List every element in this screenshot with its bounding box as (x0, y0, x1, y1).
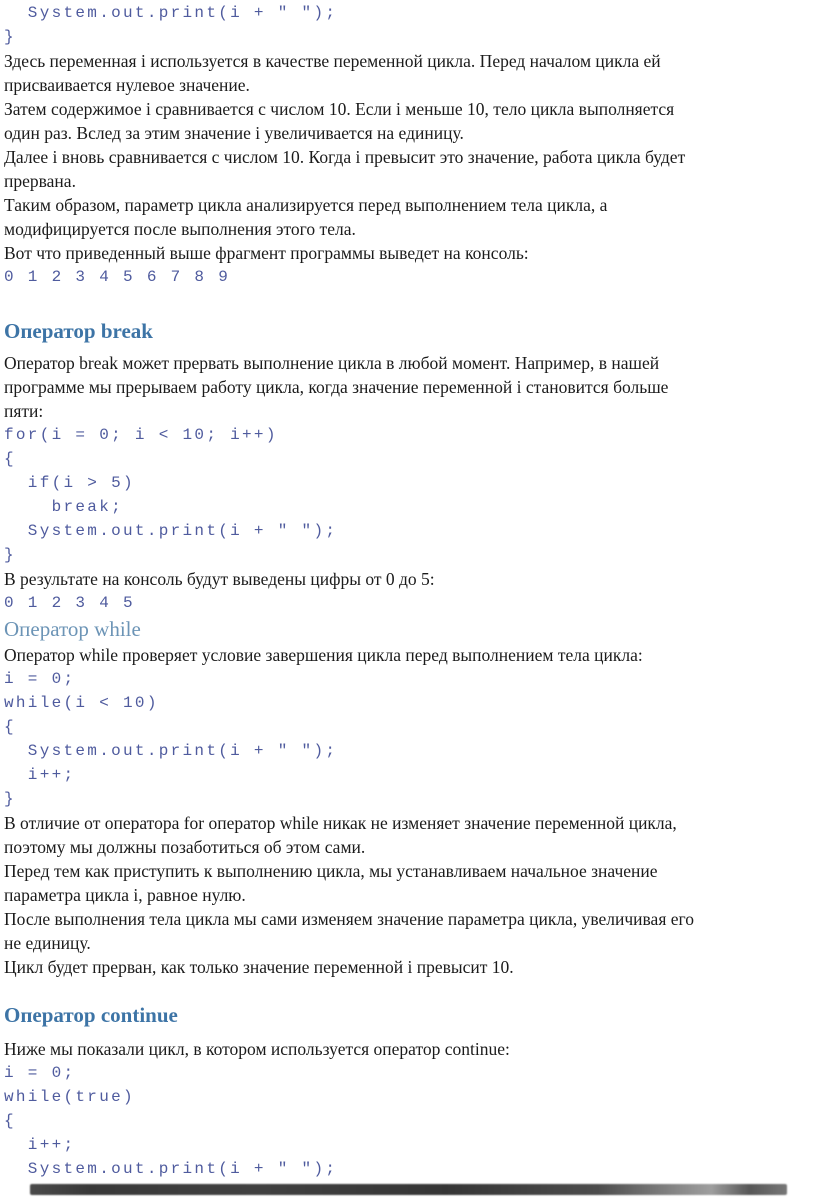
code-line: } (4, 546, 16, 564)
text-line: Перед тем как приступить к выполнению цикла, мы устанавливаем начальное значение (4, 861, 658, 881)
code-line: } (4, 790, 16, 808)
code-line: if(i > 5) (4, 474, 135, 492)
text-line: Далее i вновь сравнивается с числом 10. Когда i превысит это значение, работа цикла будет (4, 147, 686, 167)
code-block (4, 265, 812, 289)
text-line: пяти: (4, 401, 44, 421)
text-line: прервана. (4, 171, 76, 191)
code-block (4, 1061, 812, 1181)
paragraph (4, 1037, 812, 1061)
text-line: Оператор break может прервать выполнение цикла в любой момент. Например, в нашей (4, 353, 660, 373)
code-line: i++; (4, 1136, 76, 1154)
paragraph (4, 643, 812, 667)
paragraph (4, 811, 812, 979)
code-block (4, 591, 812, 615)
code-line: break; (4, 498, 124, 516)
paragraph (4, 567, 812, 591)
text-line: Таким образом, параметр цикла анализируется перед выполнением тела цикла, а (4, 195, 608, 215)
text-line: не единицу. (4, 933, 91, 953)
code-line: 0 1 2 3 4 5 6 7 8 9 (4, 268, 231, 286)
text-line: модифицируется после выполнения этого тела. (4, 219, 356, 239)
code-block (4, 1, 812, 49)
section-heading: Оператор while (4, 617, 141, 641)
code-line: System.out.print(i + " "); (4, 4, 338, 22)
code-block (4, 423, 812, 567)
text-line: Затем содержимое i сравнивается с числом 10. Если i меньше 10, тело цикла выполняется (4, 99, 675, 119)
code-line: i = 0; (4, 670, 76, 688)
text-line: параметра цикла i, равное нулю. (4, 885, 246, 905)
code-line: { (4, 1112, 16, 1130)
section-heading: Оператор continue (4, 1003, 178, 1027)
text-line: В отличие от оператора for оператор while никак не изменяет значение переменной цикла, (4, 813, 677, 833)
text-line: один раз. Вслед за этим значение i увеличивается на единицу. (4, 123, 464, 143)
text-line: программе мы прерываем работу цикла, когда значение переменной i становится больше (4, 377, 669, 397)
paragraph (4, 49, 812, 265)
code-line: { (4, 718, 16, 736)
code-line: for(i = 0; i < 10; i++) (4, 426, 278, 444)
paragraph (4, 351, 812, 423)
text-line: Оператор while проверяет условие завершения цикла перед выполнением тела цикла: (4, 645, 643, 665)
code-line: while(i < 10) (4, 694, 159, 712)
text-line: После выполнения тела цикла мы сами изменяем значение параметра цикла, увеличивая его (4, 909, 695, 929)
code-line: i++; (4, 766, 76, 784)
text-line: В результате на консоль будут выведены цифры от 0 до 5: (4, 569, 435, 589)
code-line: } (4, 28, 16, 46)
text-line: Здесь переменная i используется в качестве переменной цикла. Перед началом цикла ей (4, 51, 661, 71)
section-heading: Оператор break (4, 319, 153, 343)
text-line: Ниже мы показали цикл, в котором используется оператор continue: (4, 1039, 510, 1059)
code-block (4, 667, 812, 811)
code-line: 0 1 2 3 4 5 (4, 594, 135, 612)
text-line: Цикл будет прерван, как только значение переменной i превысит 10. (4, 957, 514, 977)
code-line: { (4, 450, 16, 468)
scan-edge-artifact (30, 1184, 787, 1195)
code-line: System.out.print(i + " "); (4, 522, 338, 540)
code-line: while(true) (4, 1088, 135, 1106)
text-line: присваивается нулевое значение. (4, 75, 250, 95)
code-line: System.out.print(i + " "); (4, 1160, 338, 1178)
text-line: Вот что приведенный выше фрагмент программы выведет на консоль: (4, 243, 529, 263)
text-line: поэтому мы должны позаботиться об этом сами. (4, 837, 366, 857)
code-line: i = 0; (4, 1064, 76, 1082)
code-line: System.out.print(i + " "); (4, 742, 338, 760)
